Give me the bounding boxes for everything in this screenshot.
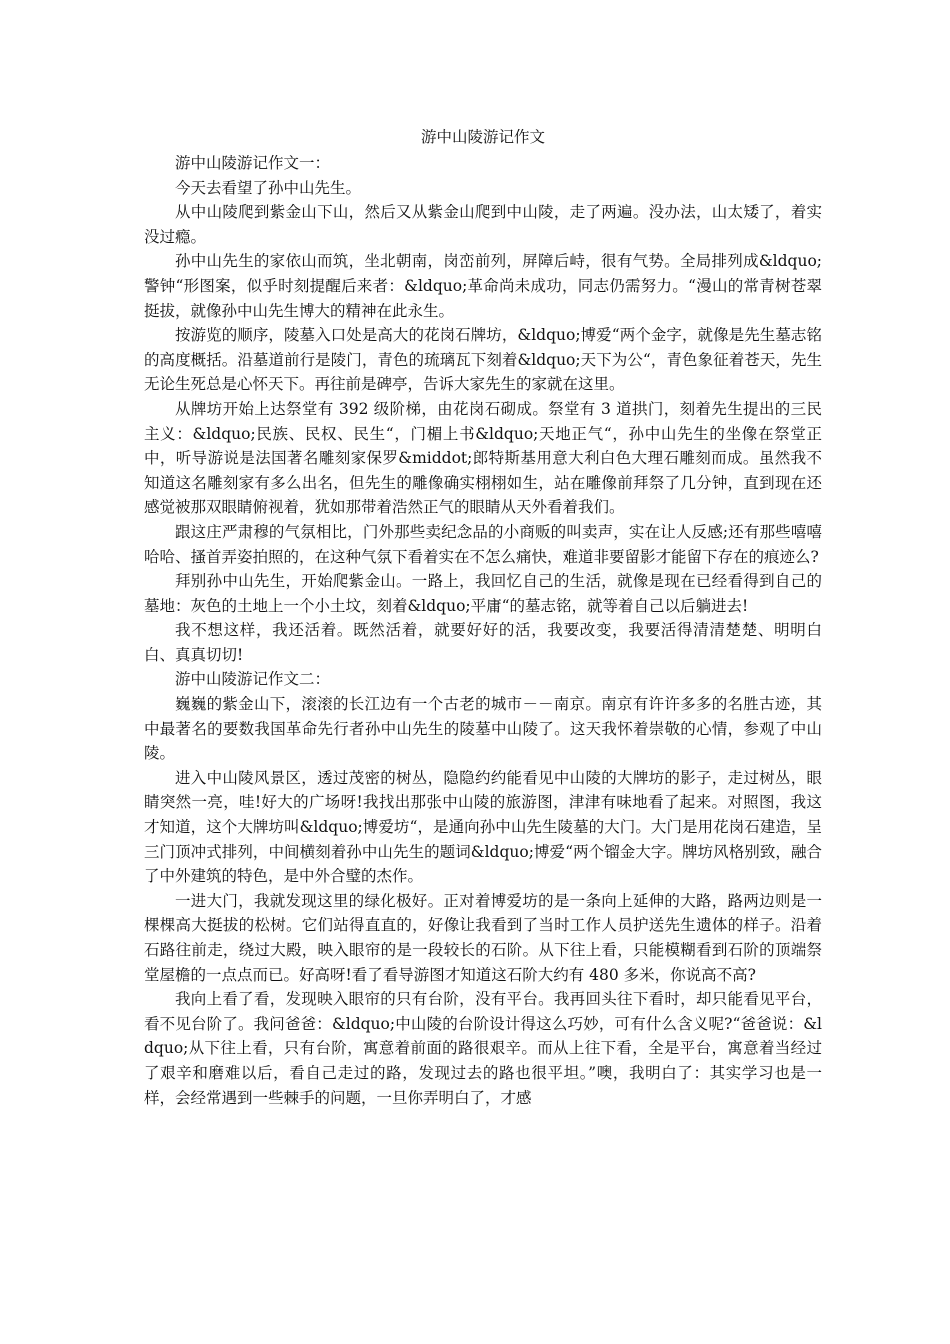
- paragraph: 拜别孙中山先生，开始爬紫金山。一路上，我回忆自己的生活，就像是现在已经看得到自己的墓地：灰色的土地上一个小土坟，刻着&ldquo;平庸“的墓志铭，就等着自己以后躺进去!: [144, 572, 822, 615]
- paragraph: 游中山陵游记作文二：: [175, 670, 331, 689]
- paragraph: 巍巍的紫金山下，滚滚的长江边有一个古老的城市－－南京。南京有许许多多的名胜古迹，其中最著名的要数我国革命先行者孙中山先生的陵墓中山陵了。这天我怀着崇敬的心情，参观了中山陵。: [144, 695, 822, 763]
- paragraph: 从牌坊开始上达祭堂有 392 级阶梯，由花岗石砌成。祭堂有 3 道拱门，刻着先生提出的三民主义：&ldquo;民族、民权、民生“，门楣上书&ldquo;天地正气“，孙中山先生的坐像在祭堂正中，听导游说是法国著名雕刻家保罗&middot;郎特斯基用意大利白色大理石雕刻而成。虽然我不知道这名雕刻家有多么出名，但先生的雕像确实栩栩如生，站在雕像前拜祭了几分钟，直到现在还感觉被那双眼睛俯视着，犹如那带着浩然正气的眼睛从天外看着我们。: [144, 399, 822, 517]
- paragraph: 我向上看了看，发现映入眼帘的只有台阶，没有平台。我再回头往下看时，却只能看见平台，看不见台阶了。我问爸爸：&ldquo;中山陵的台阶设计得这么巧妙，可有什么含义呢?“爸爸说：&ldquo;从下往上看，只有台阶，寓意着前面的路很艰辛。而从上往下看，全是平台，寓意着当经过了艰辛和磨难以后，看自己走过的路，发现过去的路也很平坦。”噢，我明白了：其实学习也是一样，会经常遇到一些棘手的问题，一旦你弄明白了，才感: [144, 990, 822, 1107]
- document-title: 游中山陵游记作文: [420, 128, 545, 146]
- document-page: [144, 124, 822, 1110]
- paragraph: 进入中山陵风景区，透过茂密的树丛，隐隐约约能看见中山陵的大牌坊的影子，走过树丛，眼睛突然一亮，哇!好大的广场呀!我找出那张中山陵的旅游图，津津有味地看了起来。对照图，我这才知道，这个大牌坊叫&ldquo;博爱坊“，是通向孙中山先生陵墓的大门。大门是用花岗石建造，呈三门顶冲式排列，中间横刻着孙中山先生的题词&ldquo;博爱“两个镏金大字。牌坊风格别致，融合了中外建筑的特色，是中外合璧的杰作。: [144, 768, 822, 886]
- paragraph: 游中山陵游记作文一：: [175, 154, 331, 172]
- paragraph: 我不想这样，我还活着。既然活着，就要好好的活，我要改变，我要活得清清楚楚、明明白白、真真切切!: [144, 621, 822, 664]
- paragraph: 今天去看望了孙中山先生。: [175, 178, 362, 197]
- paragraph: 一进大门，我就发现这里的绿化极好。正对着博爱坊的是一条向上延伸的大路，路两边则是一棵棵高大挺拔的松树。它们站得直直的，好像让我看到了当时工作人员护送先生遗体的样子。沿着石路往前走，绕过大殿，映入眼帘的是一段较长的石阶。从下往上看，只能模糊看到石阶的顶端祭堂屋檐的一点点而已。好高呀!看了看导游图才知道这石阶大约有 480 多米，你说高不高?: [144, 891, 822, 984]
- paragraph: 孙中山先生的家依山而筑，坐北朝南，岗峦前列，屏障后峙，很有气势。全局排列成&ldquo;警钟“形图案，似乎时刻提醒后来者：&ldquo;革命尚未成功，同志仍需努力。“漫山的常青树苍翠挺拔，就像孙中山先生博大的精神在此永生。: [144, 252, 822, 320]
- paragraph: 跟这庄严肃穆的气氛相比，门外那些卖纪念品的小商贩的叫卖声，实在让人反感;还有那些嘻嘻哈哈、搔首弄姿拍照的，在这种气氛下看着实在不怎么痛快，难道非要留影才能留下存在的痕迹么?: [144, 522, 822, 566]
- paragraph: 按游览的顺序，陵墓入口处是高大的花岗石牌坊，&ldquo;博爱“两个金字，就像是先生墓志铭的高度概括。沿墓道前行是陵门，青色的琉璃瓦下刻着&ldquo;天下为公“，青色象征着苍天，先生无论生死总是心怀天下。再往前是碑亭，告诉大家先生的家就在这里。: [144, 326, 822, 394]
- paragraph: 从中山陵爬到紫金山下山，然后又从紫金山爬到中山陵，走了两遍。没办法，山太矮了，着实没过瘾。: [144, 203, 822, 246]
